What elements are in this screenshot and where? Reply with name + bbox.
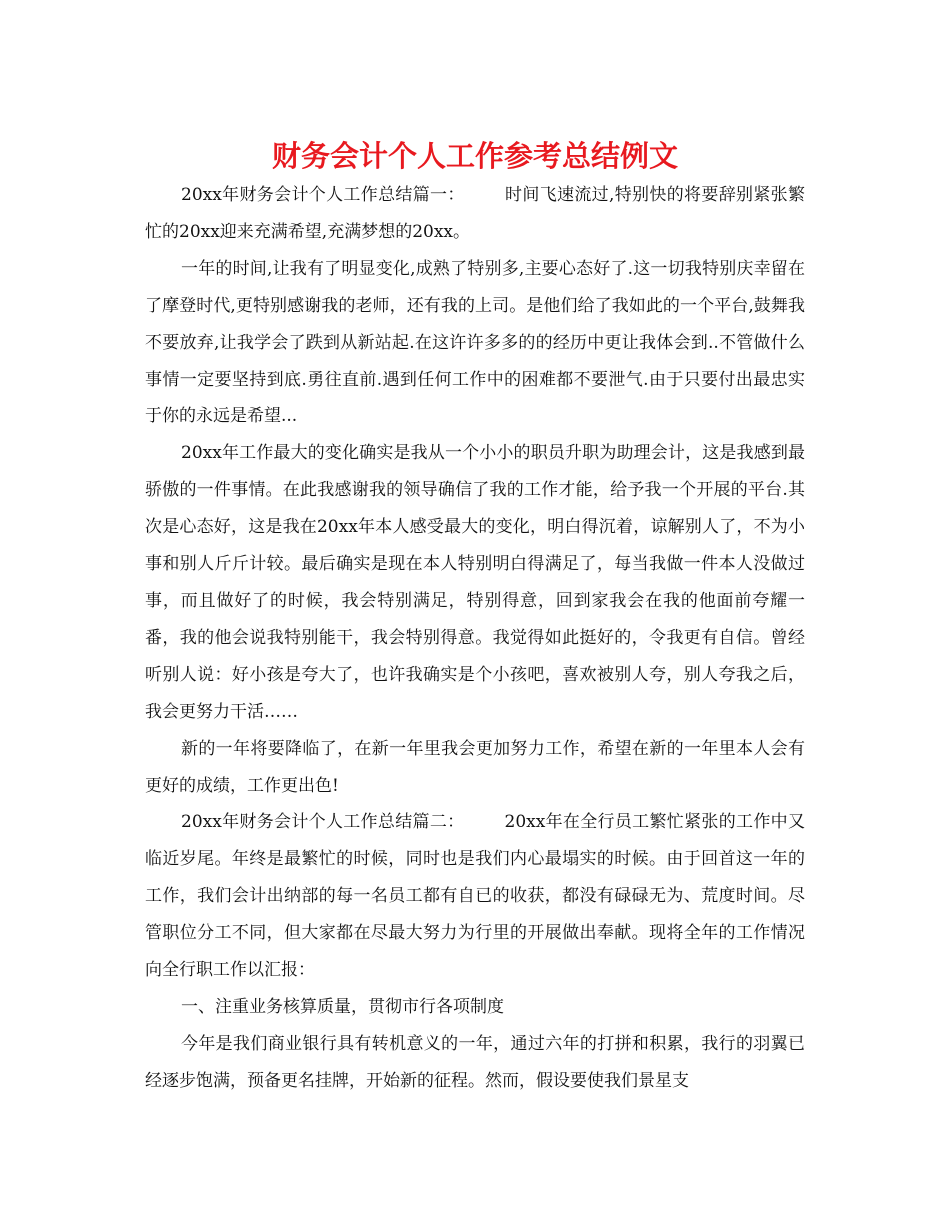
paragraph-4-text: 新的一年将要降临了，在新一年里我会更加努力工作，希望在新的一年里本人会有更好的成绩，工作更出色! [145, 738, 805, 796]
section-heading-1-text: 一、注重业务核算质量，贯彻市行各项制度 [181, 996, 504, 1017]
paragraph-3 [145, 435, 805, 730]
paragraph-5-text: 20xx年在全行员工繁忙紧张的工作中又临近岁尾。年终是最繁忙的时候，同时也是我们内心最塌实的时候。由于回首这一年的工作，我们会计出纳部的每一名员工都有自已的收获，都没有碌碌无为、荒度时间。尽管职位分工不同，但大家都在尽最大努力为行里的开展做出奉献。现将全年的工作情况向全行职工作以汇报： [145, 812, 805, 981]
paragraph-2 [145, 251, 805, 436]
paragraph-1-lead: 20xx年财务会计个人工作总结篇一： [181, 185, 465, 205]
paragraph-4 [145, 731, 805, 805]
paragraph-1-text: 时间飞速流过,特别快的将要辞别紧张繁忙的20xx迎来充满希望,充满梦想的20xx。 [145, 185, 806, 242]
section-heading-1 [145, 989, 805, 1026]
paragraph-3-text: 20xx年工作最大的变化确实是我从一个小小的职员升职为助理会计，这是我感到最骄傲的一件事情。在此我感谢我的领导确信了我的工作才能，给予我一个开展的平台.其次是心态好，这是我在20xx年本人感受最大的变化，明白得沉着，谅解别人了，不为小事和别人斤斤计较。最后确实是现在本人特别明白得满足了，每当我做一件本人没做过事，而且做好了的时候，我会特别满足，特别得意，回到家我会在我的他面前夸耀一番，我的他会说我特别能干，我会特别得意。我觉得如此挺好的，令我更有自信。曾经听别人说：好小孩是夸大了，也许我确实是个小孩吧，喜欢被别人夸，别人夸我之后，我会更努力干活…… [145, 443, 805, 722]
document-body [145, 177, 805, 1100]
paragraph-5-lead: 20xx年财务会计个人工作总结篇二： [181, 812, 465, 833]
paragraph-7-text: 今年是我们商业银行具有转机意义的一年，通过六年的打拼和积累，我行的羽翼已经逐步饱满，预备更名挂牌，开始新的征程。然而，假设要使我们景星支 [145, 1033, 805, 1091]
paragraph-1 [145, 177, 805, 251]
paragraph-5 [145, 804, 805, 989]
document-title: 财务会计个人工作参考总结例文 [271, 139, 678, 173]
paragraph-7 [145, 1026, 805, 1100]
paragraph-2-text: 一年的时间,让我有了明显变化,成熟了特别多,主要心态好了.这一切我特别庆幸留在了摩登时代,更特别感谢我的老师，还有我的上司。是他们给了我如此的一个平台,鼓舞我不要放弃,让我学会了跌到从新站起.在这许许多多的的经历中更让我体会到..不管做什么事情一定要坚持到底.勇往直前.遇到任何工作中的困难都不要泄气.由于只要付出最忠实于你的永远是希望... [145, 258, 805, 427]
